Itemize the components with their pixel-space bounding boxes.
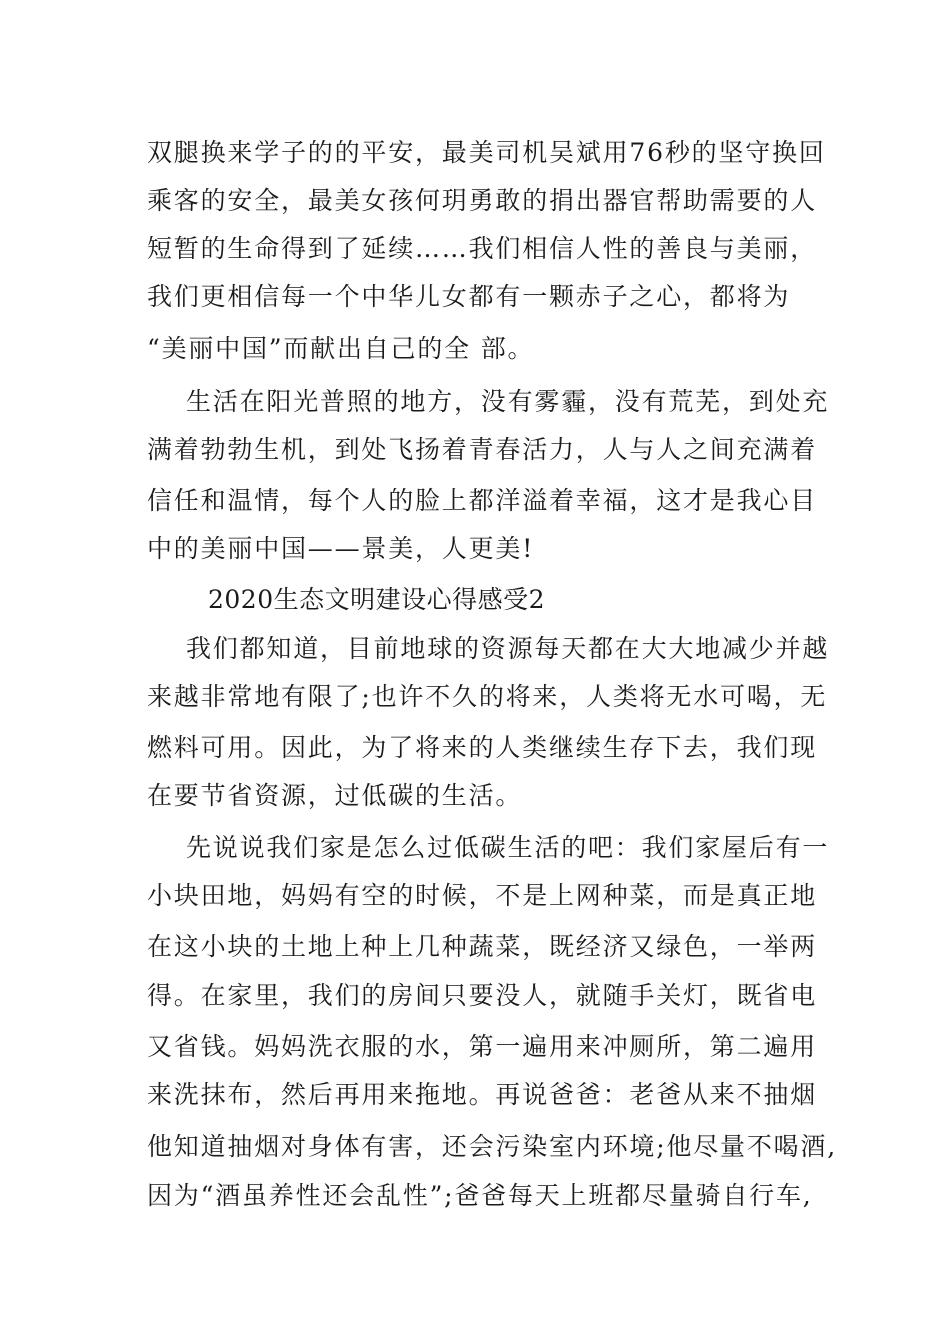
text-line-9: 中的美丽中国——景美，人更美! (147, 534, 535, 563)
text-line-4: 我们更相信每一个中华儿女都有一颗赤子之心，都将为 (147, 282, 791, 311)
paragraph-start-4: 先说说我们家是怎么过低碳生活的吧：我们家屋后有一 (186, 833, 830, 862)
text-line-16: 小块田地，妈妈有空的时候，不是上网种菜，而是真正地 (147, 881, 818, 910)
text-line-20: 来洗抹布，然后再用来拖地。再说爸爸：老爸从来不抽烟 (147, 1080, 818, 1109)
text-line-8: 信任和温情，每个人的脸上都洋溢着幸福，这才是我心目 (147, 486, 818, 515)
text-line-18: 得。在家里，我们的房间只要没人，就随手关灯，既省电 (147, 981, 818, 1010)
text-line-17: 在这小块的土地上种上几种蔬菜，既经济又绿色，一举两 (147, 932, 818, 961)
text-line-22: 因为“酒虽养性还会乱性”;爸爸每天上班都尽量骑自行车, (147, 1181, 813, 1210)
text-line-7: 满着勃勃生机，到处飞扬着青春活力，人与人之间充满着 (147, 435, 818, 464)
text-line-12: 来越非常地有限了;也许不久的将来，人类将无水可喝，无 (147, 682, 828, 711)
text-line-2: 乘客的安全，最美女孩何玥勇敢的捐出器官帮助需要的人 (147, 186, 818, 215)
text-line-21: 他知道抽烟对身体有害，还会污染室内环境;他尽量不喝酒, (147, 1132, 837, 1161)
text-line-5: “美丽中国”而献出自己的全 部。 (147, 334, 535, 363)
paragraph-start-3: 我们都知道，目前地球的资源每天都在大大地减少并越 (186, 634, 830, 663)
text-line-13: 燃料可用。因此，为了将来的人类继续生存下去，我们现 (147, 733, 818, 762)
section-heading: 2020生态文明建设心得感受2 (208, 585, 546, 614)
text-line-19: 又省钱。妈妈洗衣服的水，第一遍用来冲厕所，第二遍用 (147, 1032, 818, 1061)
text-line-1: 双腿换来学子的的平安，最美司机吴斌用76秒的坚守换回 (147, 138, 826, 167)
text-line-3: 短暂的生命得到了延续……我们相信人性的善良与美丽， (147, 234, 818, 263)
text-line-14: 在要节省资源，过低碳的生活。 (147, 781, 523, 810)
paragraph-start-2: 生活在阳光普照的地方，没有雾霾，没有荒芜，到处充 (186, 387, 830, 416)
